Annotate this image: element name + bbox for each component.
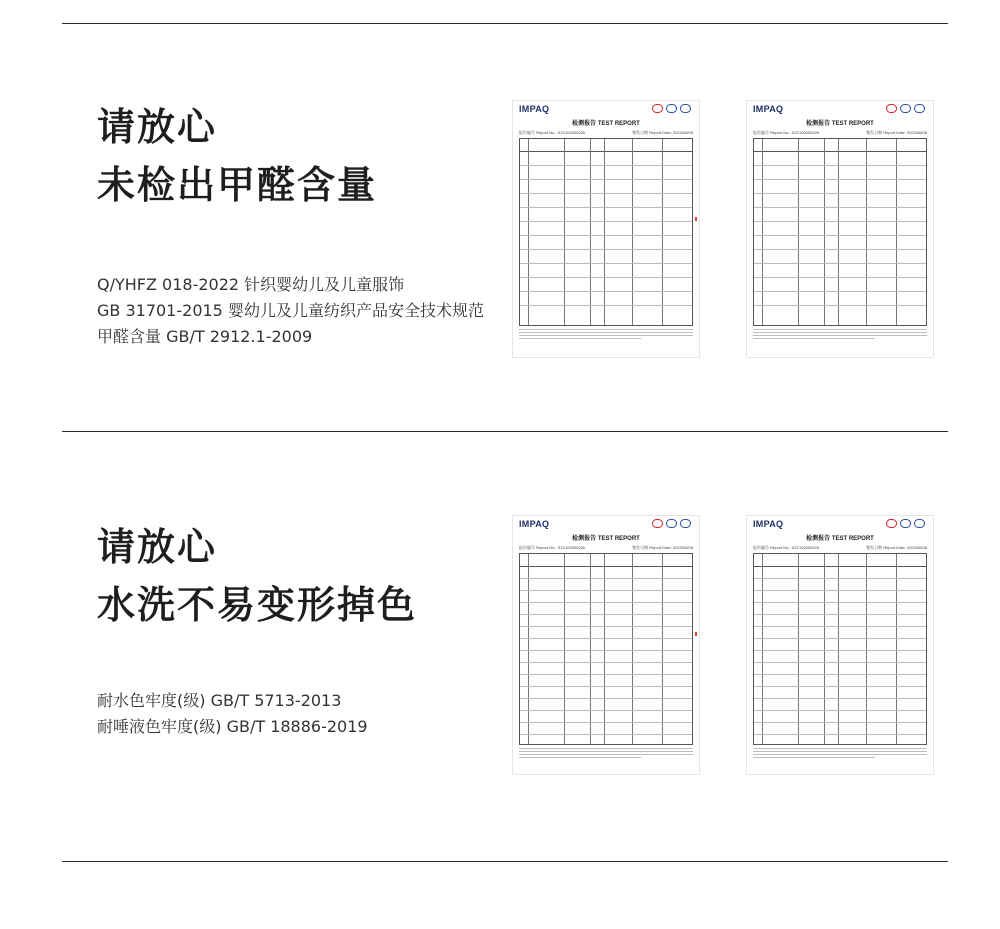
section-1-headline-line-2: 未检出甲醛含量 [97,163,378,207]
report-number: 报告编号 Report No.: SZ2100000026 [753,130,820,135]
cnas-logo-icon [914,104,925,113]
report-number: 报告编号 Report No.: SZ2100000026 [519,130,586,135]
report-brand: IMPAQ [519,104,550,114]
section-1-headline-line-1: 请放心 [97,105,218,149]
standard-line: GB 31701-2015 婴幼儿及儿童纺织产品安全技术规范 [97,301,484,320]
test-report-image [746,515,934,775]
report-date: 签发日期 Report Date: 2023/06/08 [866,130,927,135]
middle-divider [62,431,948,432]
report-number: 报告编号 Report No.: SZ2100000026 [753,545,820,550]
test-report-image [512,100,700,358]
report-table [519,138,693,326]
report-table [519,553,693,745]
bottom-divider [62,861,948,862]
ilac-logo-icon [666,104,677,113]
section-2-headline [97,518,417,634]
report-number: 报告编号 Report No.: SZ2100000026 [519,545,586,550]
standard-line: 甲醛含量 GB/T 2912.1-2009 [97,327,313,346]
report-stamp [695,217,697,221]
section-2-standards [97,688,368,740]
report-brand: IMPAQ [753,519,784,529]
cnas-logo-icon [680,104,691,113]
certification-logos [652,104,691,113]
test-report-image [512,515,700,775]
cma-logo-icon [652,104,663,113]
report-date: 签发日期 Report Date: 2023/06/08 [632,130,693,135]
report-stamp [695,632,697,636]
section-2-headline-line-1: 请放心 [97,525,218,569]
section-1-headline [97,98,377,214]
cnas-logo-icon [914,519,925,528]
standard-line: Q/YHFZ 018-2022 针织婴幼儿及儿童服饰 [97,275,405,294]
section-1-standards [97,272,484,350]
cnas-logo-icon [680,519,691,528]
report-date: 签发日期 Report Date: 2023/06/08 [632,545,693,550]
report-brand: IMPAQ [753,104,784,114]
standard-line: 耐唾液色牢度(级) GB/T 18886-2019 [97,717,368,736]
ilac-logo-icon [900,519,911,528]
certification-logos [886,104,925,113]
top-divider [62,23,948,24]
section-2-headline-line-2: 水洗不易变形掉色 [97,583,418,627]
report-title: 检测报告 TEST REPORT [806,536,874,542]
report-title: 检测报告 TEST REPORT [572,536,640,542]
report-title: 检测报告 TEST REPORT [572,121,640,127]
certification-logos [652,519,691,528]
cma-logo-icon [886,104,897,113]
ilac-logo-icon [900,104,911,113]
cma-logo-icon [652,519,663,528]
report-title: 检测报告 TEST REPORT [806,121,874,127]
report-table [753,553,927,745]
test-report-image [746,100,934,358]
standard-line: 耐水色牢度(级) GB/T 5713-2013 [97,691,342,710]
ilac-logo-icon [666,519,677,528]
report-brand: IMPAQ [519,519,550,529]
report-date: 签发日期 Report Date: 2023/06/08 [866,545,927,550]
cma-logo-icon [886,519,897,528]
report-table [753,138,927,326]
certification-logos [886,519,925,528]
